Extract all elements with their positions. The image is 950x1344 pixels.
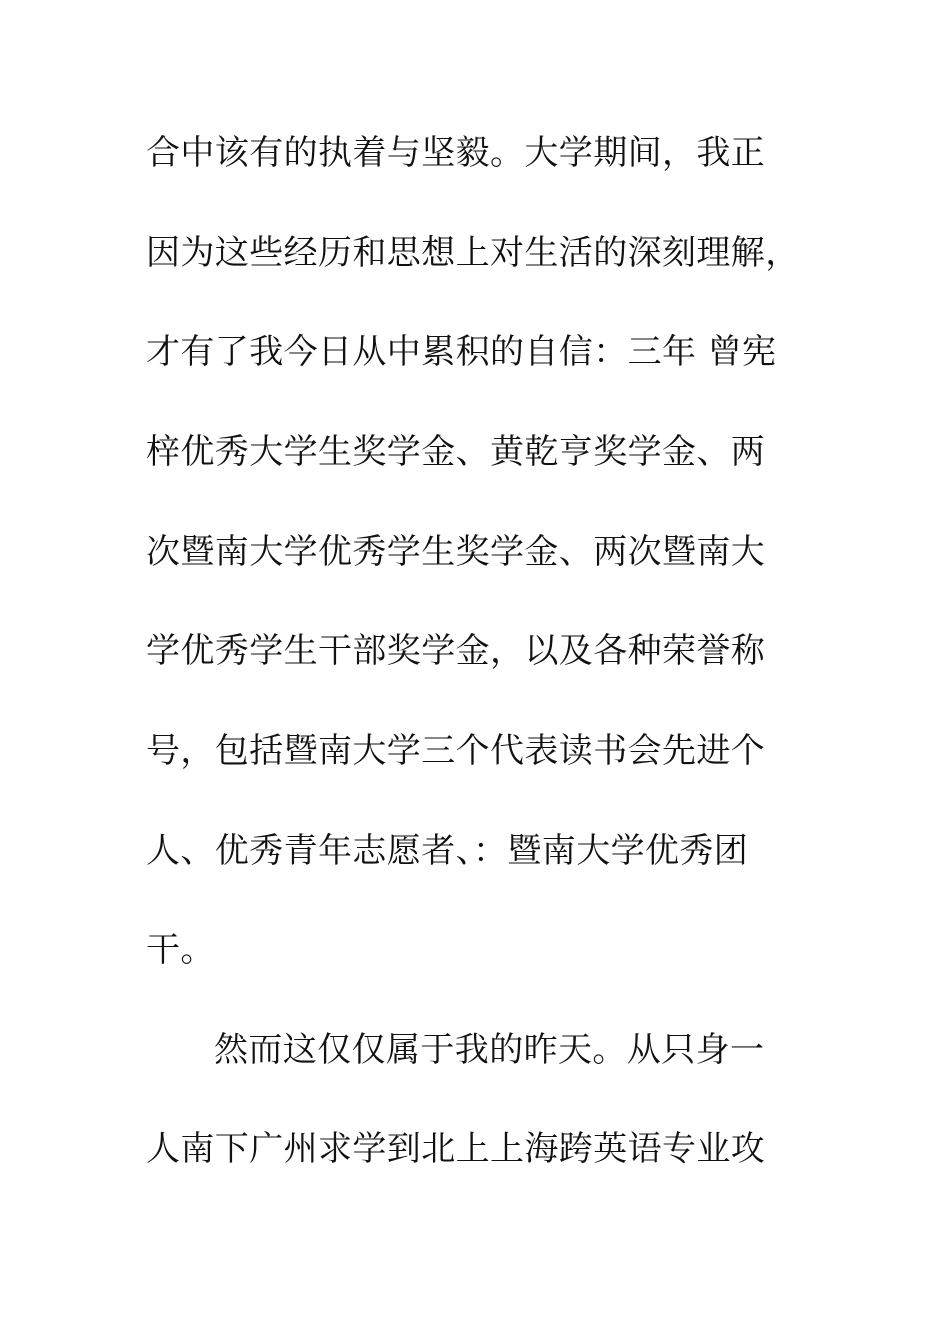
text-line-7: 号，包括暨南大学三个代表读书会先进个 bbox=[146, 731, 766, 771]
text-line-3: 才有了我今日从中累积的自信：三年 曾宪 bbox=[146, 332, 777, 372]
text-line-6: 学优秀学生干部奖学金，以及各种荣誉称 bbox=[146, 631, 766, 671]
paragraph-start-line: 然而这仅仅属于我的昨天。从只身一 bbox=[214, 1030, 765, 1070]
text-line-5: 次暨南大学优秀学生奖学金、两次暨南大 bbox=[146, 532, 766, 572]
text-line-11: 人南下广州求学到北上上海跨英语专业攻 bbox=[146, 1129, 766, 1169]
text-line-9: 干。 bbox=[146, 930, 215, 970]
text-line-8: 人、优秀青年志愿者、：暨南大学优秀团 bbox=[146, 831, 749, 871]
text-line-4: 梓优秀大学生奖学金、黄乾亨奖学金、两 bbox=[146, 432, 766, 472]
text-line-2: 因为这些经历和思想上对生活的深刻理解， bbox=[146, 233, 800, 273]
text-line-1: 合中该有的执着与坚毅。大学期间，我正 bbox=[146, 133, 766, 173]
